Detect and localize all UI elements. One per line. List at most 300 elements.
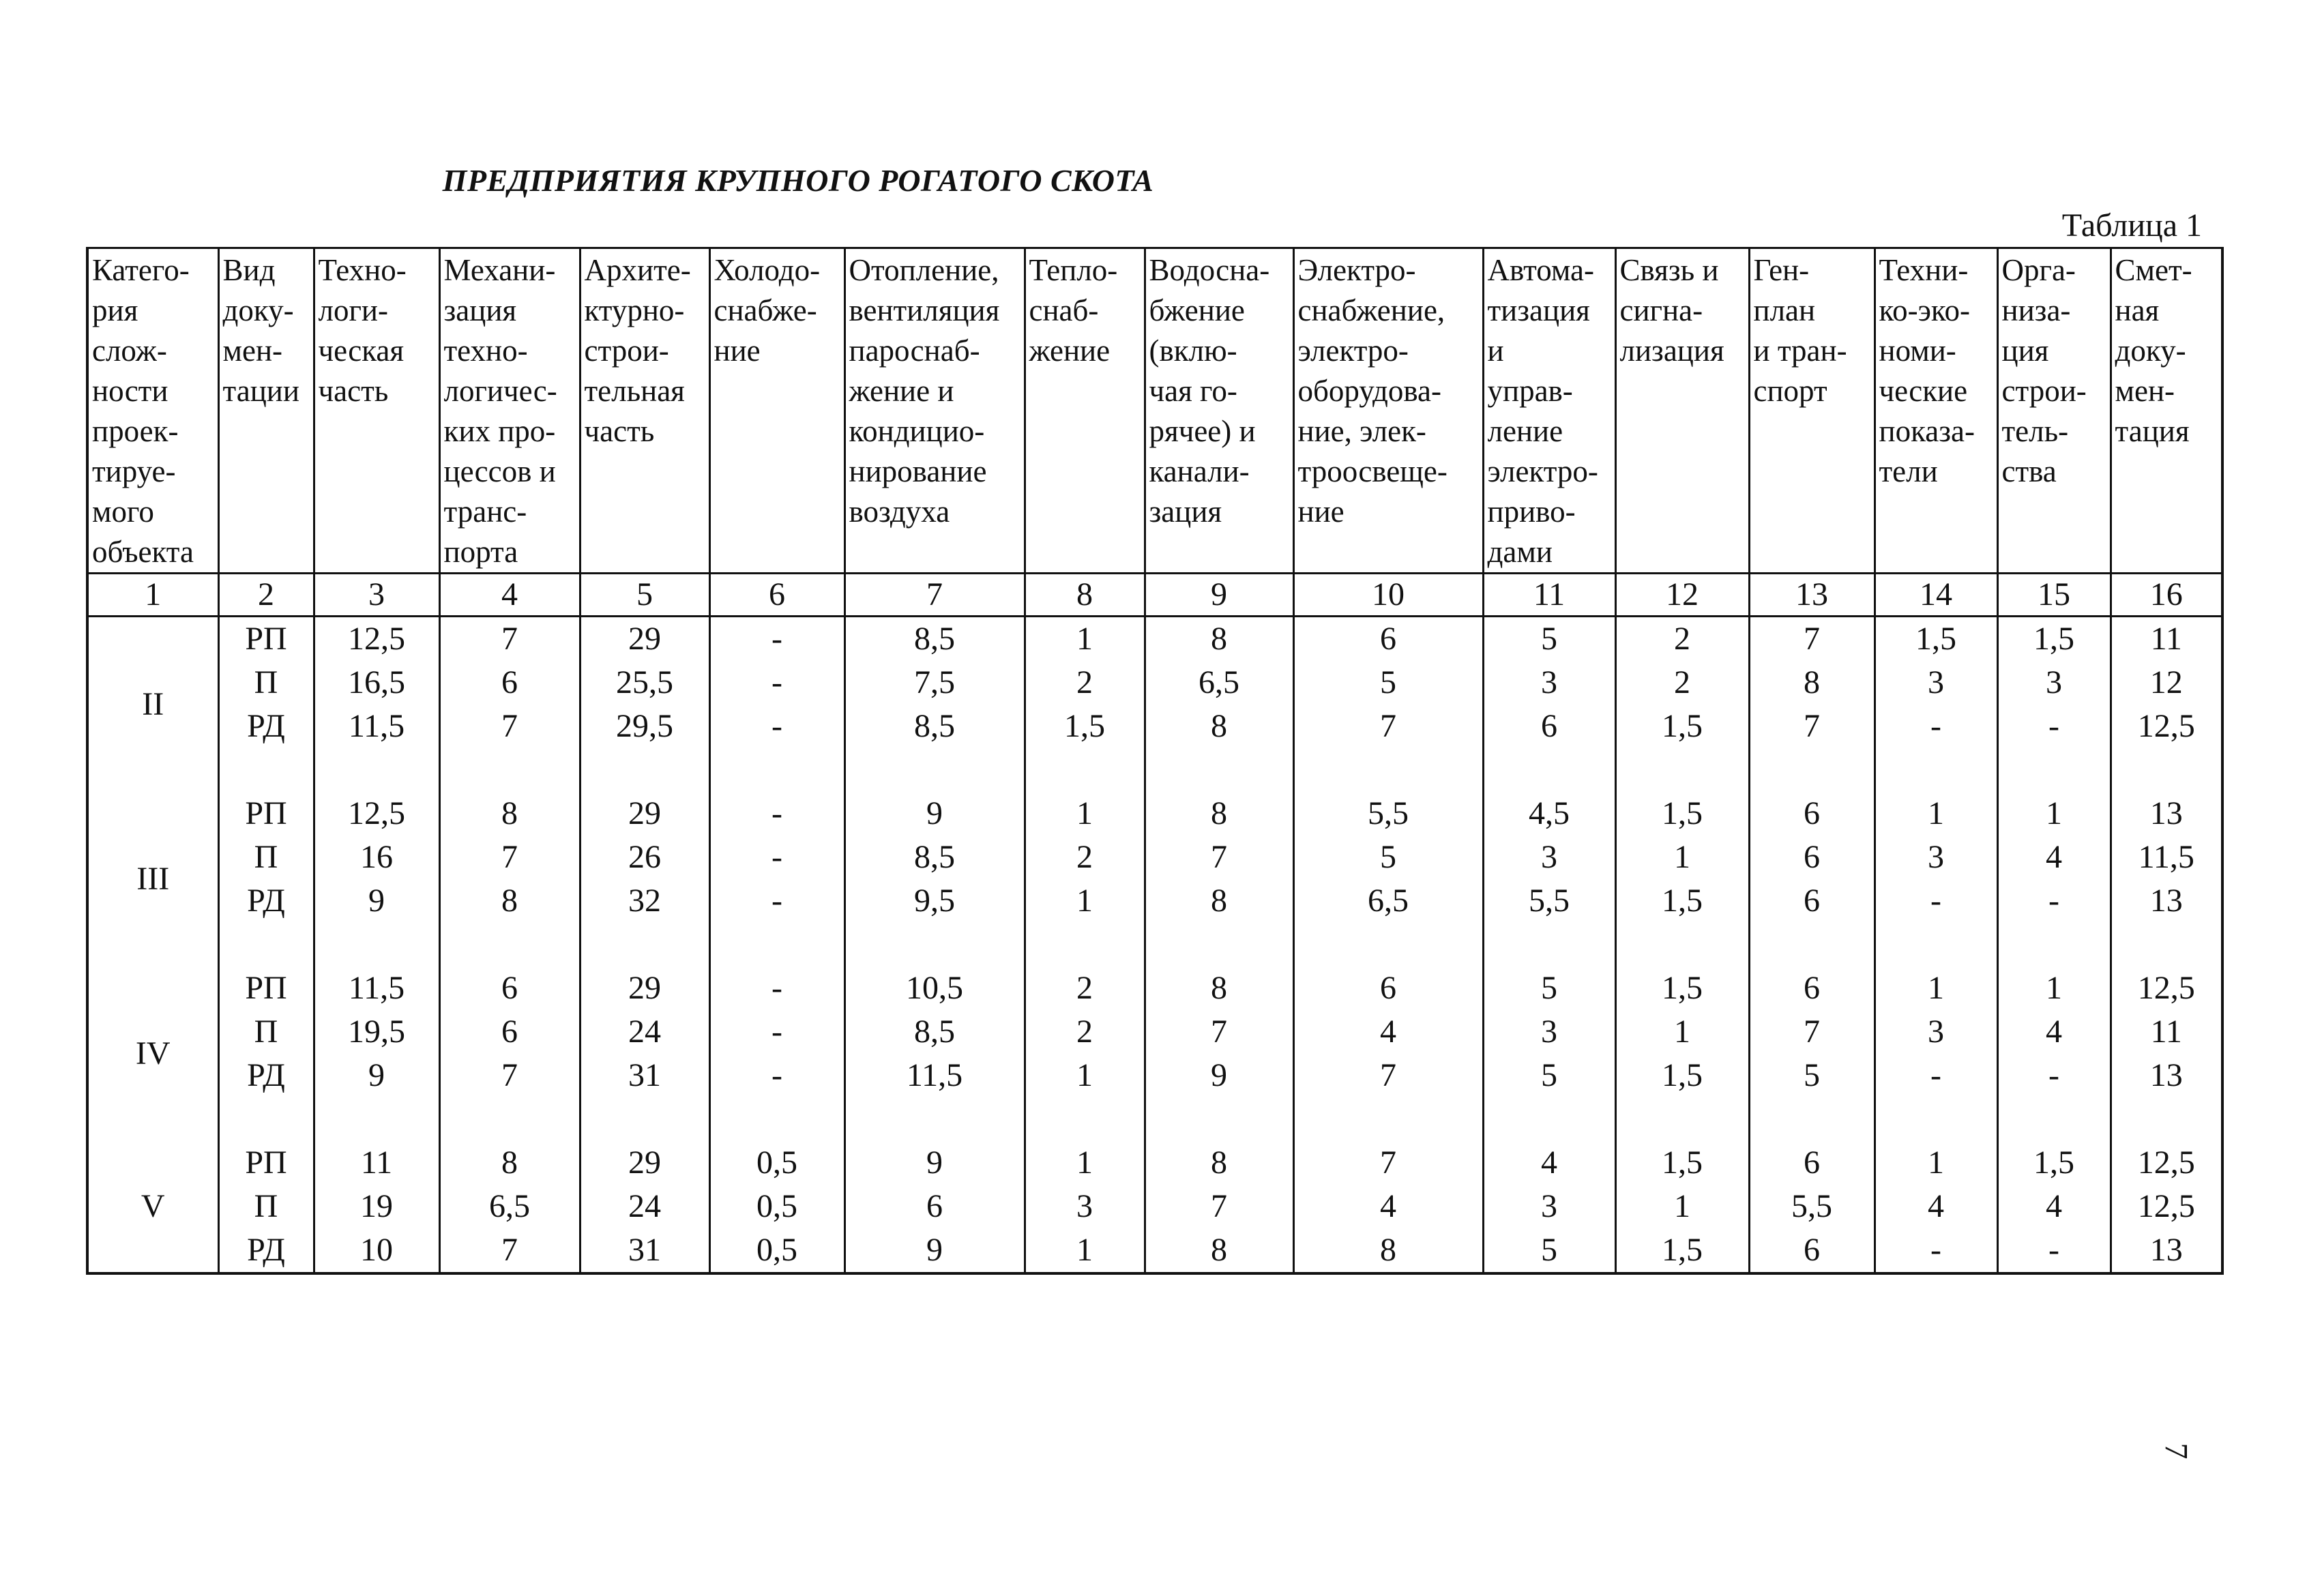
spacer-cell: [314, 748, 439, 792]
value-cell: 2: [1025, 966, 1145, 1010]
header-line: рячее) и: [1149, 414, 1256, 448]
value-cell: -: [709, 792, 844, 836]
value-cell: 7: [1145, 1010, 1293, 1054]
spacer-cell: [580, 1097, 709, 1141]
spacer-cell: [218, 1097, 314, 1141]
value-cell: 5,5: [1483, 879, 1615, 923]
header-line: Связь и: [1619, 253, 1719, 287]
header-line: мен-: [222, 334, 283, 368]
value-cell: 3: [1875, 1010, 1997, 1054]
value-cell: 8: [1145, 1228, 1293, 1273]
value-cell: 1: [1025, 792, 1145, 836]
value-cell: 3: [1483, 1185, 1615, 1228]
header-line: снаб-: [1029, 293, 1099, 327]
spacer-cell: [314, 923, 439, 966]
spacer-cell: [709, 748, 844, 792]
header-line: ктурно-: [584, 293, 685, 327]
table-row: [87, 705, 2222, 748]
table-row: [87, 792, 2222, 836]
header-line: ние: [714, 334, 761, 368]
header-line: и тран-: [1753, 334, 1847, 368]
value-cell: 1: [1997, 792, 2111, 836]
spacer-cell: [1875, 748, 1997, 792]
value-cell: 0,5: [709, 1185, 844, 1228]
value-cell: -: [709, 879, 844, 923]
value-cell: 7,5: [844, 661, 1025, 705]
doc-type-cell: РП: [218, 792, 314, 836]
header-line: ства: [2001, 454, 2057, 488]
value-cell: 5: [1293, 661, 1483, 705]
group-spacer-row: [87, 1097, 2222, 1141]
value-cell: -: [1997, 705, 2111, 748]
value-cell: 7: [1293, 705, 1483, 748]
header-line: Вид: [222, 253, 276, 287]
header-line: порта: [443, 535, 518, 569]
spacer-cell: [1997, 1097, 2111, 1141]
value-cell: -: [709, 705, 844, 748]
value-cell: 7: [1749, 617, 1875, 662]
header-line: ческие: [1879, 374, 1968, 408]
value-cell: 8: [439, 792, 580, 836]
value-cell: 6: [439, 966, 580, 1010]
value-cell: 8: [1145, 792, 1293, 836]
header-line: Смет-: [2115, 253, 2192, 287]
header-line: Орга-: [2001, 253, 2076, 287]
table-body: [87, 617, 2222, 1274]
spacer-cell: [1615, 1097, 1749, 1141]
spacer-cell: [1293, 1097, 1483, 1141]
value-cell: 29: [580, 1141, 709, 1185]
header-line: приво-: [1487, 494, 1576, 529]
value-cell: 1: [1025, 1054, 1145, 1097]
column-number-cell: 10: [1293, 574, 1483, 617]
category-cell: V: [87, 1141, 218, 1273]
doc-type-cell: РП: [218, 617, 314, 662]
header-cell-col-2: [218, 248, 314, 574]
header-line: троосвеще-: [1297, 454, 1447, 488]
value-cell: 31: [580, 1054, 709, 1097]
value-cell: 7: [439, 1228, 580, 1273]
value-cell: 9,5: [844, 879, 1025, 923]
value-cell: 9: [1145, 1054, 1293, 1097]
value-cell: 1: [1025, 617, 1145, 662]
value-cell: 4: [1293, 1010, 1483, 1054]
value-cell: 1,5: [1875, 617, 1997, 662]
value-cell: 6,5: [1293, 879, 1483, 923]
value-cell: 9: [844, 792, 1025, 836]
header-line: транс-: [443, 494, 527, 529]
value-cell: 1: [1025, 1228, 1145, 1273]
value-cell: 8,5: [844, 617, 1025, 662]
value-cell: 3: [1483, 1010, 1615, 1054]
value-cell: 1: [1875, 792, 1997, 836]
header-cell-col-13: [1749, 248, 1875, 574]
doc-type-cell: РД: [218, 1054, 314, 1097]
value-cell: 16: [314, 836, 439, 879]
column-number-cell: 6: [709, 574, 844, 617]
value-cell: 12,5: [314, 617, 439, 662]
header-line: ция: [2001, 334, 2049, 368]
value-cell: 1,5: [1615, 1141, 1749, 1185]
header-cell-col-12: [1615, 248, 1749, 574]
value-cell: 10: [314, 1228, 439, 1273]
header-cell-col-4: [439, 248, 580, 574]
column-number-cell: 8: [1025, 574, 1145, 617]
value-cell: 13: [2111, 1228, 2222, 1273]
value-cell: 13: [2111, 879, 2222, 923]
value-cell: 6: [1483, 705, 1615, 748]
group-spacer-row: [87, 923, 2222, 966]
value-cell: 8: [439, 1141, 580, 1185]
doc-type-cell: РД: [218, 705, 314, 748]
spacer-cell: [1749, 748, 1875, 792]
spacer-cell: [439, 748, 580, 792]
value-cell: 9: [844, 1141, 1025, 1185]
value-cell: 1,5: [1997, 617, 2111, 662]
spacer-cell: [1483, 923, 1615, 966]
value-cell: 4,5: [1483, 792, 1615, 836]
table-row: [87, 966, 2222, 1010]
table-row: [87, 1141, 2222, 1185]
header-line: (вклю-: [1149, 334, 1237, 368]
header-line: слож-: [92, 334, 167, 368]
header-line: мого: [92, 494, 154, 529]
value-cell: 6: [1293, 617, 1483, 662]
spacer-cell: [1749, 923, 1875, 966]
header-cell-col-6: [709, 248, 844, 574]
spacer-cell: [2111, 1097, 2222, 1141]
value-cell: -: [709, 617, 844, 662]
page-number: 7: [2158, 1443, 2194, 1460]
header-cell-col-9: [1145, 248, 1293, 574]
table-row: [87, 1054, 2222, 1097]
value-cell: 6: [1749, 836, 1875, 879]
header-row: [87, 248, 2222, 574]
value-cell: 8: [439, 879, 580, 923]
spacer-cell: [1293, 923, 1483, 966]
value-cell: 3: [1875, 661, 1997, 705]
header-line: жение и: [849, 374, 954, 408]
spacer-cell: [1749, 1097, 1875, 1141]
spacer-cell: [844, 1097, 1025, 1141]
category-cell: III: [87, 792, 218, 966]
header-line: тизация: [1487, 293, 1590, 327]
value-cell: -: [709, 661, 844, 705]
value-cell: 12,5: [2111, 1141, 2222, 1185]
value-cell: 1: [1615, 1185, 1749, 1228]
header-line: доку-: [222, 293, 294, 327]
value-cell: 11: [2111, 617, 2222, 662]
value-cell: 0,5: [709, 1228, 844, 1273]
value-cell: 6: [1749, 792, 1875, 836]
header-line: тели: [1879, 454, 1938, 488]
value-cell: 8: [1145, 705, 1293, 748]
column-number-cell: 13: [1749, 574, 1875, 617]
spacer-cell: [1997, 923, 2111, 966]
header-line: ная: [2115, 293, 2160, 327]
value-cell: 1,5: [1615, 879, 1749, 923]
value-cell: 1,5: [1615, 792, 1749, 836]
value-cell: 8: [1145, 617, 1293, 662]
value-cell: 6: [1749, 966, 1875, 1010]
spacer-cell: [1483, 1097, 1615, 1141]
header-line: кондицио-: [849, 414, 985, 448]
spacer-cell: [1145, 748, 1293, 792]
value-cell: 19: [314, 1185, 439, 1228]
spacer-cell: [218, 748, 314, 792]
spacer-cell: [2111, 923, 2222, 966]
value-cell: 5: [1483, 617, 1615, 662]
value-cell: 12,5: [314, 792, 439, 836]
value-cell: 12,5: [2111, 1185, 2222, 1228]
value-cell: 4: [1997, 836, 2111, 879]
header-line: тель-: [2001, 414, 2069, 448]
header-line: пароснаб-: [849, 334, 980, 368]
header-cell-col-15: [1997, 248, 2111, 574]
value-cell: 8,5: [844, 705, 1025, 748]
value-cell: 1: [1875, 966, 1997, 1010]
column-number-cell: 4: [439, 574, 580, 617]
value-cell: 29: [580, 792, 709, 836]
column-number-cell: 7: [844, 574, 1025, 617]
column-number-cell: 16: [2111, 574, 2222, 617]
value-cell: 19,5: [314, 1010, 439, 1054]
header-line: ких про-: [443, 414, 556, 448]
spacer-cell: [439, 1097, 580, 1141]
value-cell: 11: [314, 1141, 439, 1185]
header-line: чая го-: [1149, 374, 1237, 408]
header-line: Катего-: [92, 253, 190, 287]
header-cell-col-16: [2111, 248, 2222, 574]
value-cell: 11,5: [844, 1054, 1025, 1097]
value-cell: -: [1875, 879, 1997, 923]
value-cell: 7: [1293, 1141, 1483, 1185]
table-row: [87, 1010, 2222, 1054]
value-cell: 16,5: [314, 661, 439, 705]
value-cell: 7: [1145, 836, 1293, 879]
value-cell: 9: [314, 879, 439, 923]
value-cell: 5,5: [1293, 792, 1483, 836]
value-cell: 6: [1749, 1141, 1875, 1185]
header-line: часть: [318, 374, 389, 408]
value-cell: 10,5: [844, 966, 1025, 1010]
value-cell: 1: [1615, 836, 1749, 879]
header-line: дами: [1487, 535, 1553, 569]
header-cell-col-8: [1025, 248, 1145, 574]
category-cell: II: [87, 617, 218, 793]
header-line: показа-: [1879, 414, 1975, 448]
value-cell: -: [1875, 1228, 1997, 1273]
value-cell: 8: [1749, 661, 1875, 705]
group-spacer-row: [87, 748, 2222, 792]
column-number-cell: 2: [218, 574, 314, 617]
value-cell: 4: [1997, 1010, 2111, 1054]
header-line: рия: [92, 293, 138, 327]
header-line: зация: [443, 293, 517, 327]
value-cell: 2: [1025, 836, 1145, 879]
header-line: ческая: [318, 334, 405, 368]
header-line: лизация: [1619, 334, 1724, 368]
spacer-cell: [844, 923, 1025, 966]
column-number-cell: 11: [1483, 574, 1615, 617]
value-cell: 1: [1025, 879, 1145, 923]
spacer-cell: [1615, 923, 1749, 966]
header-line: тации: [222, 374, 299, 408]
header-line: логи-: [318, 293, 388, 327]
header-line: объекта: [92, 535, 194, 569]
value-cell: -: [1997, 1228, 2111, 1273]
header-line: снабжение,: [1297, 293, 1445, 327]
header-line: ко-эко-: [1879, 293, 1970, 327]
value-cell: 2: [1025, 1010, 1145, 1054]
value-cell: 4: [1293, 1185, 1483, 1228]
spacer-cell: [1025, 748, 1145, 792]
value-cell: 5: [1483, 1228, 1615, 1273]
header-line: строи-: [584, 334, 669, 368]
spacer-cell: [709, 923, 844, 966]
column-number-cell: 12: [1615, 574, 1749, 617]
value-cell: 3: [1875, 836, 1997, 879]
value-cell: 29: [580, 966, 709, 1010]
value-cell: 7: [439, 1054, 580, 1097]
document-title: ПРЕДПРИЯТИЯ КРУПНОГО РОГАТОГО СКОТА: [442, 163, 1154, 198]
header-line: Тепло-: [1029, 253, 1118, 287]
value-cell: 6: [439, 661, 580, 705]
spacer-cell: [1025, 1097, 1145, 1141]
spacer-cell: [844, 748, 1025, 792]
header-line: строи-: [2001, 374, 2087, 408]
value-cell: 3: [1483, 661, 1615, 705]
header-line: часть: [584, 414, 655, 448]
value-cell: 3: [1483, 836, 1615, 879]
value-cell: 24: [580, 1185, 709, 1228]
value-cell: 4: [1483, 1141, 1615, 1185]
value-cell: 6: [844, 1185, 1025, 1228]
spacer-cell: [1483, 748, 1615, 792]
value-cell: 13: [2111, 1054, 2222, 1097]
value-cell: 31: [580, 1228, 709, 1273]
header-line: план: [1753, 293, 1816, 327]
spacer-cell: [314, 1097, 439, 1141]
table-row: [87, 661, 2222, 705]
spacer-cell: [709, 1097, 844, 1141]
header-line: и: [1487, 334, 1504, 368]
value-cell: 7: [1749, 1010, 1875, 1054]
header-line: ление: [1487, 414, 1563, 448]
value-cell: -: [1875, 1054, 1997, 1097]
value-cell: 6: [1749, 879, 1875, 923]
table-row: [87, 1185, 2222, 1228]
header-line: Автома-: [1487, 253, 1594, 287]
header-line: Холодо-: [714, 253, 821, 287]
value-cell: 1,5: [1997, 1141, 2111, 1185]
value-cell: 8: [1145, 1141, 1293, 1185]
value-cell: -: [709, 966, 844, 1010]
column-number-cell: 9: [1145, 574, 1293, 617]
header-line: вентиляция: [849, 293, 1000, 327]
value-cell: 6,5: [1145, 661, 1293, 705]
spacer-cell: [218, 923, 314, 966]
value-cell: 26: [580, 836, 709, 879]
header-line: спорт: [1753, 374, 1827, 408]
value-cell: 8: [1145, 966, 1293, 1010]
value-cell: 1: [1875, 1141, 1997, 1185]
value-cell: 1,5: [1615, 1228, 1749, 1273]
header-line: цессов и: [443, 454, 556, 488]
doc-type-cell: РП: [218, 966, 314, 1010]
value-cell: 32: [580, 879, 709, 923]
value-cell: -: [1997, 879, 2111, 923]
value-cell: 13: [2111, 792, 2222, 836]
value-cell: 6: [1749, 1228, 1875, 1273]
header-line: Ген-: [1753, 253, 1810, 287]
value-cell: 11: [2111, 1010, 2222, 1054]
header-line: жение: [1029, 334, 1111, 368]
header-line: логичес-: [443, 374, 557, 408]
spacer-cell: [1875, 1097, 1997, 1141]
header-cell-col-5: [580, 248, 709, 574]
value-cell: 1: [1025, 1141, 1145, 1185]
value-cell: 29,5: [580, 705, 709, 748]
value-cell: 7: [1749, 705, 1875, 748]
header-line: тельная: [584, 374, 685, 408]
value-cell: 3: [1025, 1185, 1145, 1228]
header-line: Механи-: [443, 253, 556, 287]
header-cell-col-1: [87, 248, 218, 574]
value-cell: 6,5: [439, 1185, 580, 1228]
header-line: Архите-: [584, 253, 691, 287]
spacer-cell: [1615, 748, 1749, 792]
spacer-cell: [1997, 748, 2111, 792]
spacer-cell: [580, 748, 709, 792]
header-line: нирование: [849, 454, 987, 488]
header-line: воздуха: [849, 494, 950, 529]
value-cell: 7: [439, 836, 580, 879]
header-cell-col-14: [1875, 248, 1997, 574]
value-cell: 1,5: [1025, 705, 1145, 748]
value-cell: 25,5: [580, 661, 709, 705]
column-number-row: [87, 574, 2222, 617]
doc-type-cell: П: [218, 836, 314, 879]
value-cell: 5: [1749, 1054, 1875, 1097]
value-cell: 1,5: [1615, 705, 1749, 748]
header-line: сигна-: [1619, 293, 1703, 327]
spacer-cell: [1145, 923, 1293, 966]
header-cell-col-3: [314, 248, 439, 574]
header-line: мен-: [2115, 374, 2175, 408]
header-line: зация: [1149, 494, 1222, 529]
spacer-cell: [2111, 748, 2222, 792]
value-cell: 3: [1997, 661, 2111, 705]
column-number-cell: 5: [580, 574, 709, 617]
doc-type-cell: П: [218, 661, 314, 705]
value-cell: 5: [1483, 1054, 1615, 1097]
header-line: Отопление,: [849, 253, 999, 287]
value-cell: 4: [1875, 1185, 1997, 1228]
value-cell: 1,5: [1615, 966, 1749, 1010]
value-cell: -: [1997, 1054, 2111, 1097]
value-cell: 11,5: [2111, 836, 2222, 879]
column-number-cell: 15: [1997, 574, 2111, 617]
header-line: снабже-: [714, 293, 817, 327]
doc-type-cell: П: [218, 1010, 314, 1054]
table-row: [87, 617, 2222, 662]
value-cell: 7: [439, 617, 580, 662]
value-cell: -: [709, 1010, 844, 1054]
spacer-cell: [1875, 923, 1997, 966]
value-cell: 2: [1025, 661, 1145, 705]
header-cell-col-7: [844, 248, 1025, 574]
